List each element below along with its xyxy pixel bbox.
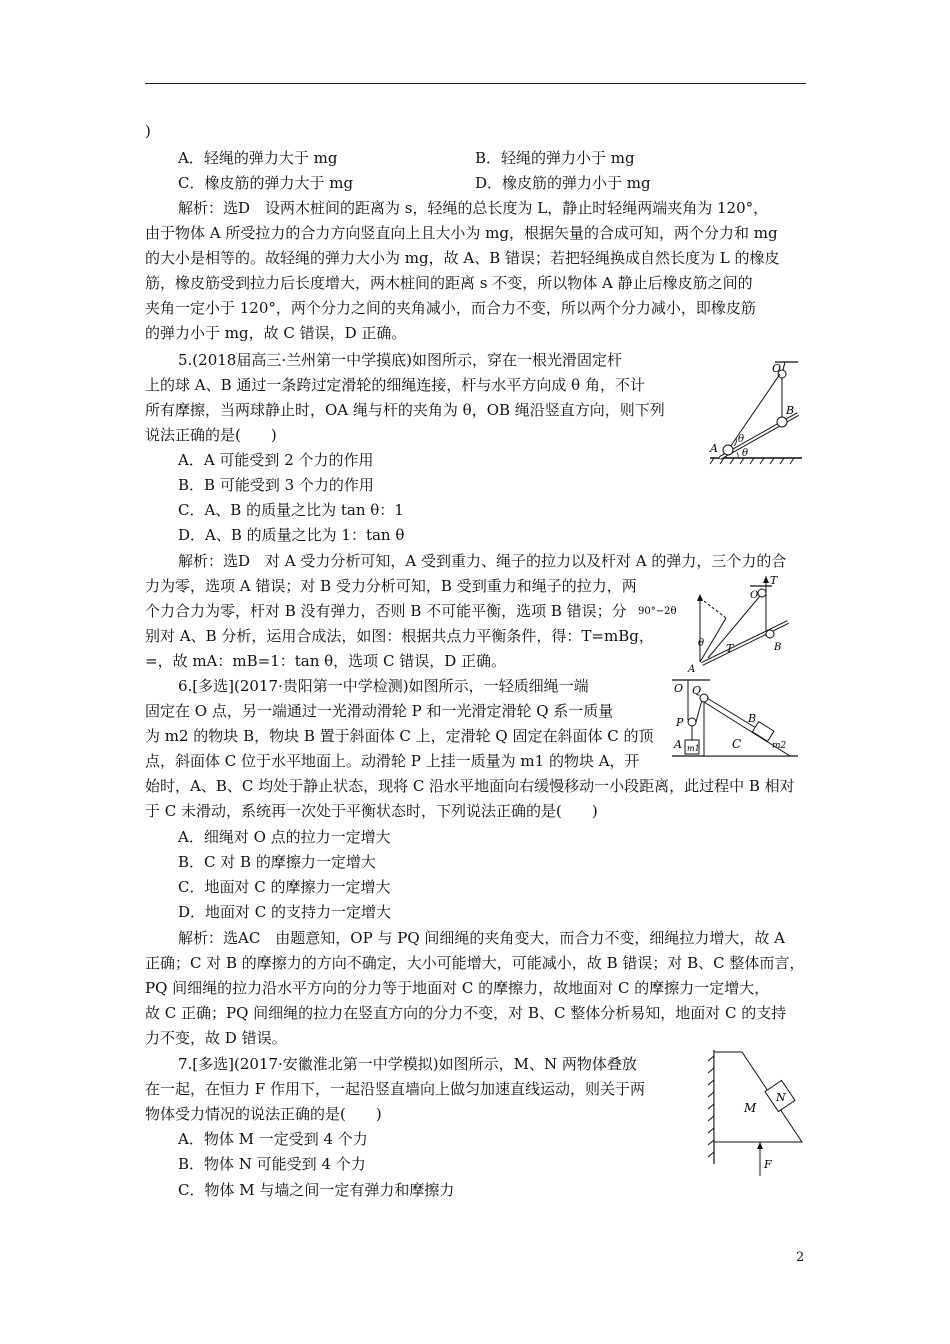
- q6-option-d: D．地面对 C 的支持力一定增大: [178, 903, 392, 921]
- fig-label-n: N: [776, 1091, 786, 1104]
- q5-analysis-line: 解析：选D 对 A 受力分析可知，A 受到重力、绳子的拉力以及杆对 A 的弹力，三个力的合: [178, 552, 787, 570]
- fig-label-a: A: [688, 664, 696, 674]
- header-rule: [145, 83, 806, 84]
- q5-option-c: C．A、B 的质量之比为 tan θ：1: [178, 501, 404, 519]
- q7-stem-line: 物体受力情况的说法正确的是( ): [145, 1105, 382, 1123]
- fig-label-theta: θ: [698, 638, 705, 649]
- q5-stem-line: 说法正确的是( ): [145, 426, 277, 444]
- fig-label-f: F: [764, 1158, 772, 1171]
- q6-stem-line: 于 C 未滑动，系统再一次处于平衡状态时，下列说法正确的是( ): [145, 802, 598, 820]
- q5-analysis-line: 力为零，选项 A 错误；对 B 受力分析可知，B 受到重力和绳子的拉力，两: [145, 577, 637, 595]
- q4-option-d: D．橡皮筋的弹力小于 mg: [475, 174, 651, 192]
- q4-option-c: C．橡皮筋的弹力大于 mg: [178, 174, 354, 192]
- q7-option-a: A．物体 M 一定受到 4 个力: [178, 1130, 368, 1148]
- fig-label-p: P: [676, 716, 684, 729]
- q4-tail: ): [145, 122, 151, 140]
- q5-option-d: D．A、B 的质量之比为 1：tan θ: [178, 526, 405, 544]
- q6-analysis-line: 解析：选AC 由题意知，OP 与 PQ 间细绳的夹角变大，而合力不变，细绳拉力增大，故 A: [178, 929, 785, 947]
- fig-label-a: A: [710, 442, 718, 455]
- q4-analysis-line: 解析：选D 设两木桩间的距离为 s，轻绳的总长度为 L，静止时轻绳两端夹角为 120°，: [178, 199, 769, 217]
- q4-analysis-line: 筋，橡皮筋受到拉力后长度增大，两木桩间的距离 s 不变，所以物体 A 静止后橡皮筋之间的: [145, 274, 753, 292]
- fig-label-b: B: [774, 642, 782, 653]
- q7-option-b: B．物体 N 可能受到 4 个力: [178, 1155, 366, 1173]
- q7-stem-line: 7.[多选](2017·安徽淮北第一中学模拟)如图所示，M、N 两物体叠放: [178, 1055, 637, 1073]
- q6-analysis-line: PQ 间细绳的拉力沿水平方向的分力等于地面对 C 的摩擦力，故地面对 C 的摩擦力一定增大，: [145, 979, 770, 997]
- fig-label-b: B: [748, 712, 757, 725]
- q5-analysis-line: =，故 mA：mB=1：tan θ，选项 C 错误，D 正确。: [145, 652, 506, 670]
- q5-stem-line: 上的球 A、B 通过一条跨过定滑轮的细绳连接，杆与水平方向成 θ 角，不计: [145, 376, 645, 394]
- q4-analysis-line: 的弹力小于 mg，故 C 错误，D 正确。: [145, 324, 407, 342]
- q6-stem-line: 为 m2 的物块 B，物块 B 置于斜面体 C 上，定滑轮 Q 固定在斜面体 C 的顶: [145, 727, 654, 745]
- q6-option-c: C．地面对 C 的摩擦力一定增大: [178, 878, 391, 896]
- q6-analysis-line: 力不变，故 D 错误。: [145, 1029, 287, 1047]
- q5-force-analysis-figure: [638, 574, 798, 674]
- q7-option-c: C．物体 M 与墙之间一定有弹力和摩擦力: [178, 1181, 455, 1199]
- fig-label-b: B: [786, 404, 795, 417]
- fig-label-o: O: [772, 362, 782, 375]
- q6-pulley-incline-figure: [670, 676, 800, 764]
- fig-label-o: O: [750, 590, 759, 601]
- q5-stem-line: 5.(2018届高三·兰州第一中学摸底)如图所示，穿在一根光滑固定杆: [178, 351, 622, 369]
- q5-stem-line: 所有摩擦，当两球静止时，OA 绳与杆的夹角为 θ，OB 绳沿竖直方向，则下列: [145, 401, 665, 419]
- q4-analysis-line: 的大小是相等的。故轻绳的弹力大小为 mg，故 A、B 错误；若把轻绳换成自然长度为 L 的橡皮: [145, 249, 780, 267]
- q7-wall-blocks-figure: [700, 1048, 810, 1180]
- q5-option-b: B．B 可能受到 3 个力的作用: [178, 476, 374, 494]
- q4-analysis-line: 夹角一定小于 120°，两个分力之间的夹角减小，而合力不变，所以两个分力减小，即橡皮筋: [145, 299, 756, 317]
- q6-stem-line: 固定在 O 点，另一端通过一光滑动滑轮 P 和一光滑定滑轮 Q 系一质量: [145, 702, 614, 720]
- fig-label-c: C: [732, 737, 742, 751]
- q5-rod-pulley-figure: [700, 358, 810, 468]
- q5-analysis-line: 别对 A、B 分析，运用合成法，如图：根据共点力平衡条件，得：T=mBg，: [145, 627, 654, 645]
- fig-label-m: M: [744, 1101, 757, 1115]
- fig-label-m1: m1: [687, 744, 700, 753]
- fig-label-t: T: [726, 642, 734, 655]
- q6-analysis-line: 故 C 正确；PQ 间细绳的拉力在竖直方向的分力不变，对 B、C 整体分析易知，地面对 C 的支持: [145, 1004, 787, 1022]
- q6-analysis-line: 正确；C 对 B 的摩擦力的方向不确定，大小可能增大，可能减小，故 B 错误；对 B、C 整体而言，: [145, 954, 805, 972]
- q5-option-a: A．A 可能受到 2 个力的作用: [178, 451, 374, 469]
- fig-label-o: O: [674, 682, 684, 695]
- page-number: 2: [796, 1250, 805, 1265]
- q4-option-a: A．轻绳的弹力大于 mg: [178, 149, 338, 167]
- fig-label-q: Q: [692, 684, 702, 697]
- q4-option-b: B．轻绳的弹力小于 mg: [475, 149, 635, 167]
- q6-stem-line: 6.[多选](2017·贵阳第一中学检测)如图所示，一轻质细绳一端: [178, 677, 589, 695]
- q6-option-b: B．C 对 B 的摩擦力一定增大: [178, 853, 376, 871]
- fig-label-theta: θ: [738, 434, 745, 445]
- q6-option-a: A．细绳对 O 点的拉力一定增大: [178, 828, 391, 846]
- q6-stem-line: 始时，A、B、C 均处于静止状态，现将 C 沿水平地面向右缓慢移动一小段距离，此过程中 B 相对: [145, 777, 795, 795]
- q5-analysis-line: 个力合力为零，杆对 B 没有弹力，否则 B 不可能平衡，选项 B 错误；分: [145, 602, 627, 620]
- fig-label-m2: m2: [772, 741, 787, 751]
- fig-label-a: A: [674, 738, 682, 751]
- q6-stem-line: 点，斜面体 C 位于水平地面上。动滑轮 P 上挂一质量为 m1 的物块 A，开: [145, 752, 640, 770]
- q7-stem-line: 在一起，在恒力 F 作用下，一起沿竖直墙向上做匀加速直线运动，则关于两: [145, 1080, 645, 1098]
- q4-analysis-line: 由于物体 A 所受拉力的合力方向竖直向上且大小为 mg，根据矢量的合成可知，两个分力和 mg: [145, 224, 778, 242]
- fig-label-angle: 90°−2θ: [638, 606, 677, 617]
- fig-label-theta: θ: [742, 448, 749, 459]
- fig-label-t: T: [770, 574, 778, 587]
